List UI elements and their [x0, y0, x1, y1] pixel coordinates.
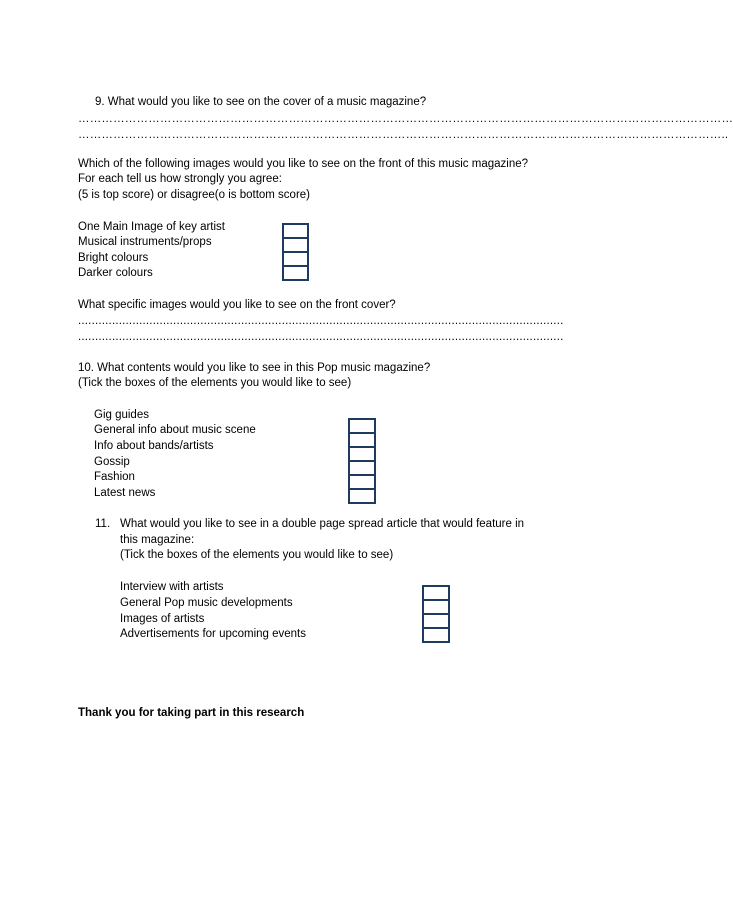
q11-option-images: Images of artists	[120, 613, 205, 625]
q11-option-developments: General Pop music developments	[120, 597, 293, 609]
q9-option-bright-colours: Bright colours	[78, 252, 149, 264]
q10-option-bands-info: Info about bands/artists	[94, 440, 214, 452]
q11-tick-box-advertisements[interactable]	[422, 627, 450, 643]
q9-answer-line-1[interactable]: ……………………………………………………………………………………………………………………………………………………	[78, 113, 733, 125]
q9-option-main-image: One Main Image of key artist	[78, 221, 226, 233]
q10-tick-box-latest-news[interactable]	[348, 488, 376, 504]
q11-option-advertisements: Advertisements for upcoming events	[120, 628, 307, 640]
q10-tick-box-stack	[348, 418, 376, 504]
q9-intro-line-3: (5 is top score) or disagree(o is bottom score)	[78, 189, 311, 201]
q9-score-box-darker-colours[interactable]	[282, 265, 309, 281]
q9-intro-line-1: Which of the following images would you like to see on the front of this music magazine?	[78, 158, 529, 170]
q9-option-darker-colours: Darker colours	[78, 267, 153, 279]
q9-option-instruments: Musical instruments/props	[78, 236, 212, 248]
q9-question: 9. What would you like to see on the cover of a music magazine?	[95, 96, 427, 108]
q11-instruction: (Tick the boxes of the elements you would like to see)	[120, 549, 394, 561]
q10-instruction: (Tick the boxes of the elements you would like to see)	[78, 377, 352, 389]
q10-option-general-info: General info about music scene	[94, 424, 256, 436]
q10-question: 10. What contents would you like to see in this Pop music magazine?	[78, 362, 431, 374]
q9-specific-answer-line-1[interactable]: ...............................................................................................................................................	[78, 315, 564, 327]
q11-number: 11.	[95, 518, 111, 530]
q11-tick-box-stack	[422, 585, 450, 643]
q10-option-fashion: Fashion	[94, 471, 135, 483]
q9-intro-line-2: For each tell us how strongly you agree:	[78, 173, 282, 185]
q9-specific-answer-line-2[interactable]: ...............................................................................................................................................	[78, 331, 564, 343]
q9-answer-line-2[interactable]: …………………………………………………………………………………………………………………………………………………..	[78, 129, 729, 141]
q10-option-gig-guides: Gig guides	[94, 409, 149, 421]
q11-option-interview: Interview with artists	[120, 581, 224, 593]
q9-score-box-stack	[282, 223, 309, 281]
q10-option-gossip: Gossip	[94, 456, 130, 468]
q11-question-line-2: this magazine:	[120, 534, 195, 546]
q9-specific-question: What specific images would you like to see on the front cover?	[78, 299, 396, 311]
q10-option-latest-news: Latest news	[94, 487, 156, 499]
thank-you-note: Thank you for taking part in this research	[78, 707, 305, 719]
q11-question-line-1: What would you like to see in a double page spread article that would feature in	[120, 518, 525, 530]
